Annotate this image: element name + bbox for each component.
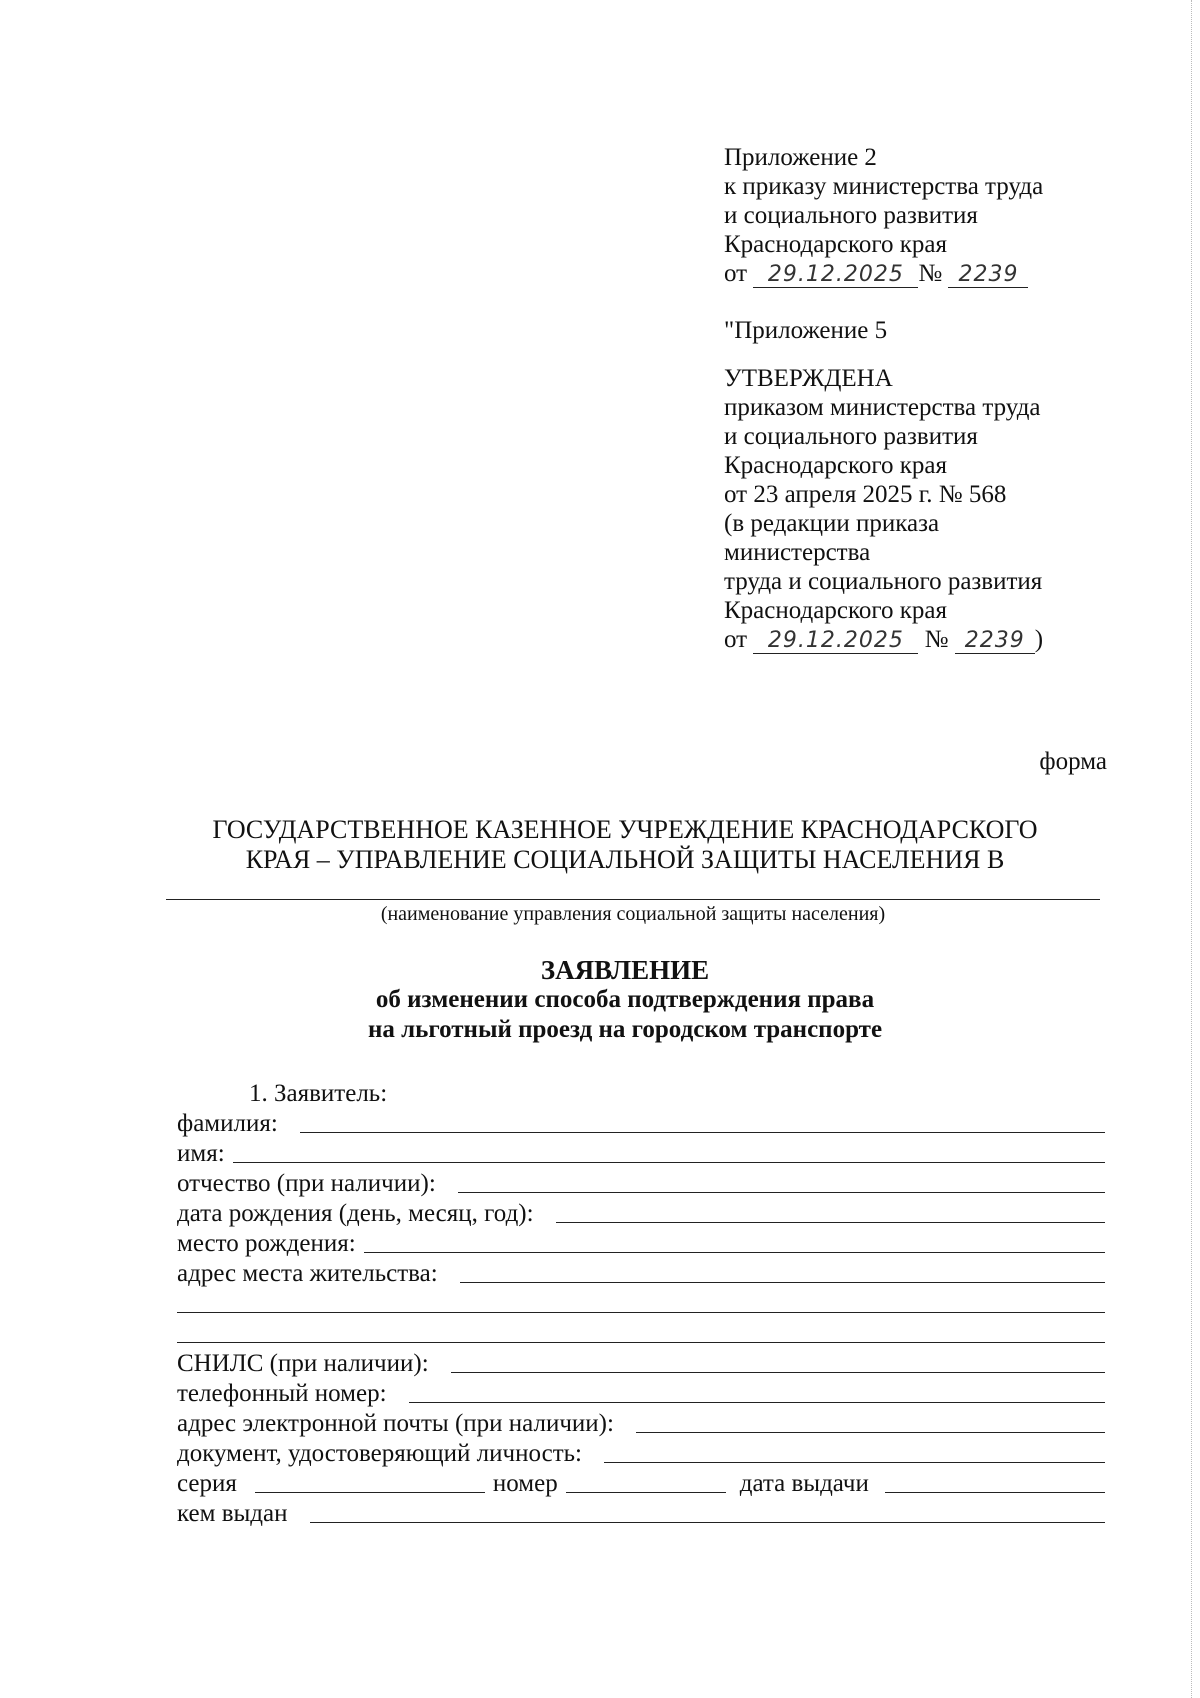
number-prefix: №	[918, 260, 943, 287]
address-input-line-3[interactable]	[177, 1341, 1105, 1343]
field-address	[177, 1258, 1105, 1288]
field-address-cont	[177, 1288, 1105, 1318]
title-sub: об изменении способа подтверждения права	[375, 986, 875, 1013]
org-line: ГОСУДАРСТВЕННОЕ КАЗЕННОЕ УЧРЕЖДЕНИЕ КРАСНОДАРСКОГО	[212, 815, 1038, 844]
approved-date-line	[724, 625, 1124, 654]
field-issued-by	[177, 1498, 1105, 1528]
applicant-fields	[177, 1078, 1105, 1528]
appendix-block	[724, 143, 1124, 654]
handwritten-date: 29.12.2025	[753, 263, 918, 288]
handwritten-number: 2239	[948, 263, 1028, 288]
field-label: серия	[177, 1470, 237, 1497]
org-name-underline	[166, 899, 1100, 900]
issue-date-input-line[interactable]	[885, 1491, 1105, 1493]
field-label: адрес электронной почты (при наличии):	[177, 1410, 614, 1437]
org-line: КРАЯ – УПРАВЛЕНИЕ СОЦИАЛЬНОЙ ЗАЩИТЫ НАСЕЛЕНИЯ В	[245, 845, 1005, 874]
surname-input-line[interactable]	[300, 1131, 1105, 1133]
field-label: адрес места жительства:	[177, 1260, 438, 1287]
field-label: дата выдачи	[739, 1470, 869, 1497]
date-prefix: от	[724, 260, 748, 287]
id-doc-input-line[interactable]	[604, 1461, 1105, 1463]
field-label: телефонный номер:	[177, 1380, 387, 1407]
field-label: фамилия:	[177, 1110, 278, 1137]
field-label: кем выдан	[177, 1500, 288, 1527]
field-phone	[177, 1378, 1105, 1408]
appendix-line: Приложение 2	[724, 144, 877, 171]
org-caption: (наименование управления социальной защиты населения)	[380, 903, 886, 925]
field-birthdate	[177, 1198, 1105, 1228]
approved-line: и социального развития	[724, 423, 978, 450]
prilozhenie-5: "Приложение 5	[724, 317, 888, 344]
field-email	[177, 1408, 1105, 1438]
date-prefix: от	[724, 626, 748, 653]
scan-edge	[1189, 0, 1192, 1698]
approved-line: приказом министерства труда	[724, 394, 1041, 421]
field-name	[177, 1138, 1105, 1168]
field-patronymic	[177, 1168, 1105, 1198]
section-label: 1. Заявитель:	[249, 1080, 388, 1107]
field-label: номер	[492, 1470, 558, 1497]
close-paren: )	[1034, 626, 1044, 653]
snils-input-line[interactable]	[451, 1371, 1105, 1373]
document-title	[150, 955, 1100, 1045]
field-label: отчество (при наличии):	[177, 1170, 436, 1197]
field-id-doc	[177, 1438, 1105, 1468]
field-surname	[177, 1108, 1105, 1138]
address-input-line[interactable]	[460, 1281, 1105, 1283]
appendix-line: Краснодарского края	[724, 231, 947, 258]
handwritten-number: 2239	[955, 629, 1035, 654]
title-main: ЗАЯВЛЕНИЕ	[540, 955, 710, 985]
field-snils	[177, 1348, 1105, 1378]
address-input-line-2[interactable]	[177, 1311, 1105, 1313]
field-birthplace	[177, 1228, 1105, 1258]
field-label: документ, удостоверяющий личность:	[177, 1440, 582, 1467]
approved-line: Краснодарского края	[724, 597, 947, 624]
approved-line: от 23 апреля 2025 г. № 568	[724, 481, 1007, 508]
approved-title: УТВЕРЖДЕНА	[724, 365, 893, 392]
approved-line: (в редакции приказа	[724, 510, 940, 537]
email-input-line[interactable]	[636, 1431, 1105, 1433]
issued-by-input-line[interactable]	[310, 1521, 1106, 1523]
handwritten-date: 29.12.2025	[753, 629, 918, 654]
series-input-line[interactable]	[255, 1491, 485, 1493]
field-label: место рождения:	[177, 1230, 356, 1257]
birthdate-input-line[interactable]	[556, 1221, 1105, 1223]
organization-heading	[150, 815, 1100, 875]
forma-label: форма	[1039, 748, 1107, 775]
birthplace-input-line[interactable]	[364, 1251, 1105, 1253]
number-input-line[interactable]	[566, 1491, 726, 1493]
appendix-date-line	[724, 259, 1124, 288]
field-series-number-date	[177, 1468, 1105, 1498]
field-label: имя:	[177, 1140, 225, 1167]
appendix-line: и социального развития	[724, 202, 978, 229]
approved-line: министерства	[724, 539, 871, 566]
field-label: СНИЛС (при наличии):	[177, 1350, 429, 1377]
approved-line: Краснодарского края	[724, 452, 947, 479]
phone-input-line[interactable]	[409, 1401, 1105, 1403]
title-sub: на льготный проезд на городском транспорте	[367, 1016, 883, 1043]
name-input-line[interactable]	[233, 1161, 1105, 1163]
approved-line: труда и социального развития	[724, 568, 1043, 595]
number-prefix: №	[924, 626, 949, 653]
field-label: дата рождения (день, месяц, год):	[177, 1200, 534, 1227]
section-heading	[177, 1078, 1105, 1108]
patronymic-input-line[interactable]	[458, 1191, 1105, 1193]
appendix-line: к приказу министерства труда	[724, 173, 1044, 200]
field-address-cont	[177, 1318, 1105, 1348]
